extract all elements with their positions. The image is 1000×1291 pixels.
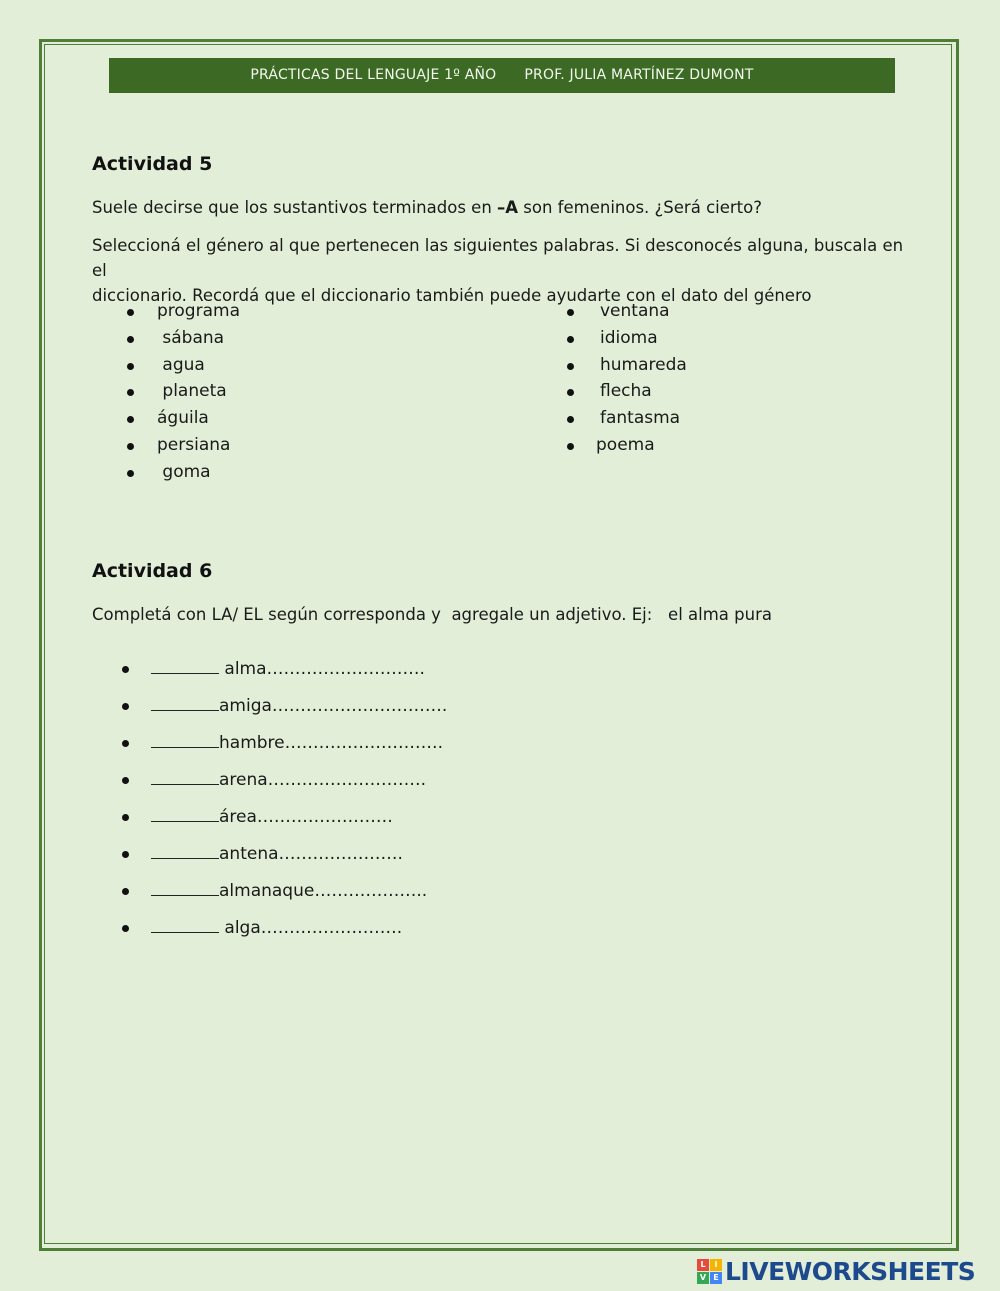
word-list-right xyxy=(567,298,687,459)
question-suffix: –A xyxy=(497,198,519,217)
logo-text: LIVEWORKSHEETS xyxy=(725,1256,976,1286)
fill-item: amiga…………………………. xyxy=(122,691,447,728)
list-item[interactable]: goma xyxy=(127,459,240,486)
answer-blank[interactable] xyxy=(151,655,219,674)
answer-blank[interactable] xyxy=(151,692,219,711)
fill-item: hambre………………………. xyxy=(122,728,447,765)
question-text-post: son femeninos. ¿Será cierto? xyxy=(518,198,762,217)
list-item[interactable]: flecha xyxy=(567,378,687,405)
fill-item: almanaque……………….. xyxy=(122,876,447,913)
page-border-inner xyxy=(44,44,952,1244)
answer-blank[interactable] xyxy=(151,840,219,859)
fill-in-list xyxy=(122,654,447,950)
answer-blank[interactable] xyxy=(151,803,219,822)
list-item[interactable]: sábana xyxy=(127,325,240,352)
word-list-left xyxy=(127,298,240,486)
list-item[interactable]: poema xyxy=(567,432,687,459)
activity5-instructions xyxy=(92,233,912,308)
question-text-pre: Suele decirse que los sustantivos terminados en xyxy=(92,198,498,217)
fill-item: antena…………………. xyxy=(122,839,447,876)
list-item[interactable]: idioma xyxy=(567,325,687,352)
fill-item: arena………………………. xyxy=(122,765,447,802)
list-item[interactable]: planeta xyxy=(127,378,240,405)
instructions-line: diccionario. Recordá que el diccionario también puede ayudarte con el dato del género xyxy=(92,286,812,305)
liveworksheets-icon: L I V E xyxy=(697,1259,722,1284)
activity6-title: Actividad 6 xyxy=(92,560,213,582)
answer-blank[interactable] xyxy=(151,729,219,748)
header-teacher: PROF. JULIA MARTÍNEZ DUMONT xyxy=(524,67,754,83)
activity6-instruction: Completá con LA/ EL según corresponda y agregale un adjetivo. Ej: el alma pura xyxy=(92,605,772,624)
activity5-title: Actividad 5 xyxy=(92,153,213,175)
list-item[interactable]: águila xyxy=(127,405,240,432)
answer-blank[interactable] xyxy=(151,766,219,785)
fill-item: alma………………………. xyxy=(122,654,447,691)
activity5-question xyxy=(92,195,912,220)
instructions-line: Seleccioná el género al que pertenecen las siguientes palabras. Si desconocés alguna, buscala en el xyxy=(92,236,904,280)
liveworksheets-logo xyxy=(697,1256,975,1286)
page-header xyxy=(109,58,895,93)
answer-blank[interactable] xyxy=(151,877,219,896)
list-item[interactable]: ventana xyxy=(567,298,687,325)
list-item[interactable]: humareda xyxy=(567,352,687,379)
fill-item: área…………………… xyxy=(122,802,447,839)
list-item[interactable]: programa xyxy=(127,298,240,325)
list-item[interactable]: persiana xyxy=(127,432,240,459)
list-item[interactable]: agua xyxy=(127,352,240,379)
list-item[interactable]: fantasma xyxy=(567,405,687,432)
header-subject: PRÁCTICAS DEL LENGUAJE 1º AÑO xyxy=(250,67,497,83)
answer-blank[interactable] xyxy=(151,914,219,933)
fill-item: alga……………………. xyxy=(122,913,447,950)
